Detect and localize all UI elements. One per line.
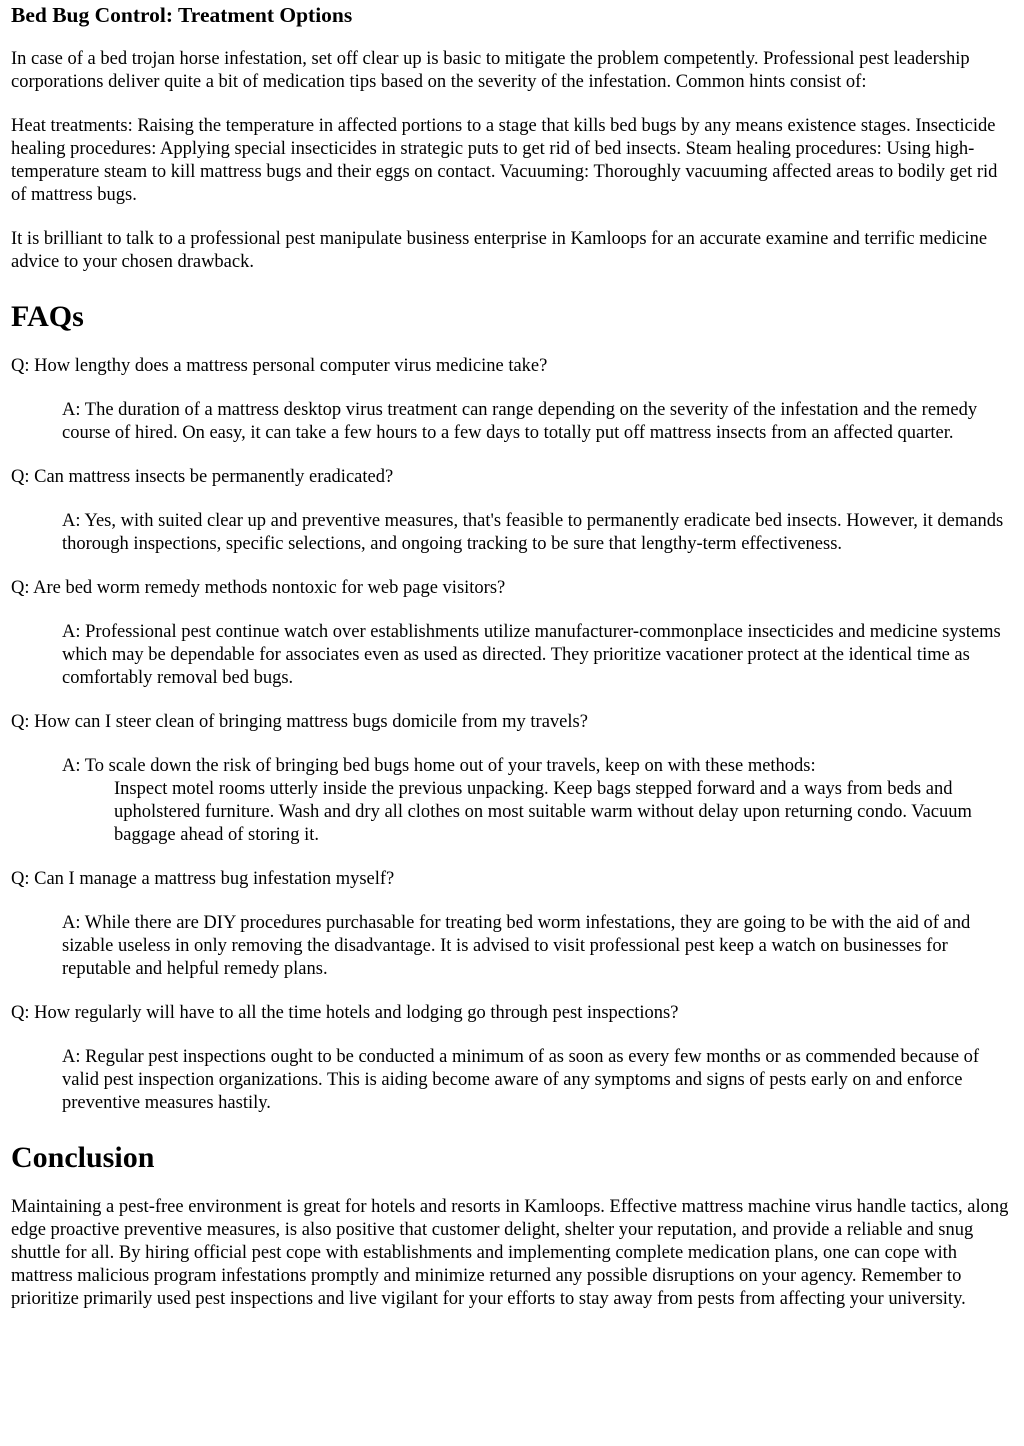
faq-answer: A: Professional pest continue watch over establishments utilize manufacturer-commonplace insecticides and medicine systems which may be dependable for associates even as used as directed. They prioritize vacationer protect at the identical time as comfortably removal bed bugs. [62, 622, 1001, 688]
treatment-heading: Bed Bug Control: Treatment Options [11, 3, 353, 27]
faq-item [11, 466, 1014, 556]
faq-answer: A: The duration of a mattress desktop virus treatment can range depending on the severity of the infestation and the remedy course of hired. On easy, it can take a few hours to a few days to totally put off mattress insects from an affected quarter. [62, 400, 978, 443]
faq-item [11, 711, 1014, 847]
conclusion-heading: Conclusion [11, 1141, 155, 1174]
faq-item [11, 355, 1014, 445]
faq-item [11, 868, 1014, 981]
treatment-methods: Heat treatments: Raising the temperature in affected portions to a stage that kills bed bugs by any means existence stages. Insecticide healing procedures: Applying special insecticides in strategic puts to get rid of bed insects. Steam healing procedures: Using high-temperature steam to kill mattress bugs and their eggs on contact. Vacuuming: Thoroughly vacuuming affected areas to bodily get rid of mattress bugs. [11, 116, 998, 205]
faq-answer [62, 755, 1014, 847]
faq-question: Q: How can I steer clean of bringing mattress bugs domicile from my travels? [11, 712, 588, 732]
faq-question: Q: Are bed worm remedy methods nontoxic for web page visitors? [11, 578, 506, 598]
faq-answer-lead: A: To scale down the risk of bringing bed bugs home out of your travels, keep on with these methods: [62, 756, 816, 776]
travel-tips: Inspect motel rooms utterly inside the previous unpacking. Keep bags stepped forward and a ways from beds and upholstered furniture. Wash and dry all clothes on most suitable warm without delay upon returning condo. Vacuum baggage ahead of storing it. [114, 779, 972, 845]
faq-item [11, 577, 1014, 690]
faq-question: Q: How lengthy does a mattress personal computer virus medicine take? [11, 356, 548, 376]
faq-answer: A: While there are DIY procedures purchasable for treating bed worm infestations, they are going to be with the aid of and sizable useless in only removing the disadvantage. It is advised to visit professional pest keep a watch on businesses for reputable and helpful remedy plans. [62, 913, 971, 979]
treatment-intro: In case of a bed trojan horse infestation, set off clear up is basic to mitigate the problem competently. Professional pest leadership corporations deliver quite a bit of medication tips based on the severity of the infestation. Common hints consist of: [11, 49, 970, 92]
faq-list [11, 355, 1014, 1115]
treatment-advice: It is brilliant to talk to a professional pest manipulate business enterprise in Kamloops for an accurate examine and terrific medicine advice to your chosen drawback. [11, 229, 988, 272]
faq-question: Q: Can mattress insects be permanently eradicated? [11, 467, 394, 487]
conclusion-body: Maintaining a pest-free environment is great for hotels and resorts in Kamloops. Effective mattress machine virus handle tactics, along edge proactive preventive measures, is also positive that customer delight, shelter your reputation, and provide a reliable and snug shuttle for all. By hiring official pest cope with establishments and implementing complete medication plans, one can cope with mattress malicious program infestations promptly and minimize returned any possible disruptions on your agency. Remember to prioritize primarily used pest inspections and live vigilant for your efforts to stay away from pests from affecting your university. [11, 1197, 1009, 1309]
faq-question: Q: Can I manage a mattress bug infestation myself? [11, 869, 395, 889]
faq-answer: A: Regular pest inspections ought to be conducted a minimum of as soon as every few months or as commended because of valid pest inspection organizations. This is aiding become aware of any symptoms and signs of pests early on and enforce preventive measures hastily. [62, 1047, 980, 1113]
faq-question: Q: How regularly will have to all the time hotels and lodging go through pest inspections? [11, 1003, 679, 1023]
faq-item [11, 1002, 1014, 1115]
faq-answer: A: Yes, with suited clear up and preventive measures, that's feasible to permanently eradicate bed insects. However, it demands thorough inspections, specific selections, and ongoing tracking to be sure that lengthy-term effectiveness. [62, 511, 1004, 554]
faqs-heading: FAQs [11, 300, 84, 333]
